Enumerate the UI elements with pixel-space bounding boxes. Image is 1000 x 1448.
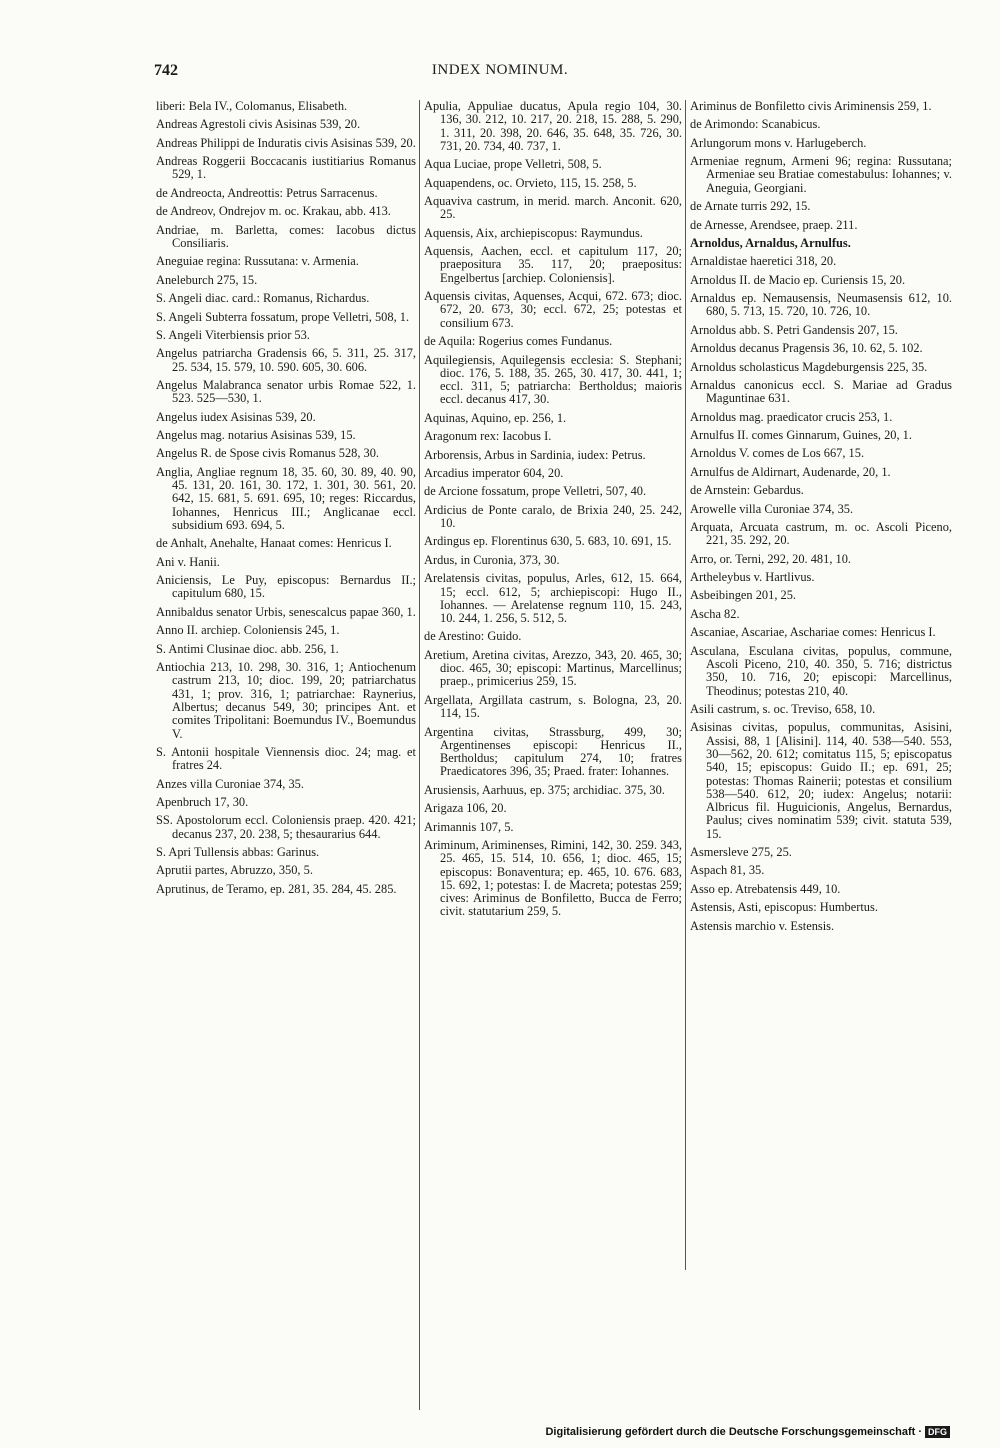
index-entry: Arnoldus II. de Macio ep. Curiensis 15, 20.: [690, 272, 906, 287]
index-entry: Asmersleve 275, 25.: [690, 845, 792, 860]
index-entry: Arro, or. Terni, 292, 20. 481, 10.: [690, 551, 851, 566]
index-entry: Andreas Philippi de Induratis civis Asisinas 539, 20.: [156, 135, 416, 150]
index-entry: de Aquila: Rogerius comes Fundanus.: [424, 334, 613, 349]
index-entry: Aneguiae regina: Russutana: v. Armenia.: [156, 254, 359, 269]
index-entry: Artheleybus v. Hartlivus.: [690, 570, 815, 585]
index-entry: Apenbruch 17, 30.: [156, 795, 249, 809]
index-entry: Angelus Malabranca senator urbis Romae 522, 1. 523. 525—530, 1.: [156, 377, 416, 406]
index-entry: Arborensis, Arbus in Sardinia, iudex: Petrus.: [424, 447, 646, 462]
index-entry: Anno II. archiep. Coloniensis 245, 1.: [156, 623, 340, 638]
index-entry: Aprutinus, de Teramo, ep. 281, 35. 284, 45. 285.: [156, 881, 397, 896]
index-entry: Apulia, Appuliae ducatus, Apula regio 104, 30. 136, 30. 212, 10. 217, 20. 218, 15. 288, 5. 290, 1. 311, 20. 398, 20. 646, 35. 648, 35. 726, 30. 731, 20. 734, 40. 737, 1.: [424, 99, 682, 153]
index-entry: Arnoldus, Arnaldus, Arnulfus.: [690, 235, 851, 250]
index-entry: Asbeibingen 201, 25.: [690, 588, 796, 603]
index-entry: Aquapendens, oc. Orvieto, 115, 15. 258, 5.: [424, 175, 637, 190]
index-entry: Aquinas, Aquino, ep. 256, 1.: [424, 410, 567, 425]
index-entry: de Arnesse, Arendsee, praep. 211.: [690, 217, 858, 232]
index-entry: Aquensis civitas, Aquenses, Acqui, 672. 673; dioc. 672, 20. 673, 30; eccl. 672, 25; potestas et consilium 673.: [424, 289, 682, 330]
index-entry: de Arcione fossatum, prope Velletri, 507, 40.: [424, 484, 647, 499]
index-column-2: [424, 100, 682, 924]
index-entry: Antiochia 213, 10. 298, 30. 316, 1; Antiochenum castrum 213, 10; dioc. 199, 20; patriarchatus 431, 1; prov. 316, 1; patriarchae: Raynerius, Albertus; decanus 549, 30; principes Ant. et comites Tripolitani: Boemundus IV., Boemundus V.: [156, 660, 416, 741]
index-entry: Ascha 82.: [690, 606, 740, 621]
index-entry: liberi: Bela IV., Colomanus, Elisabeth.: [156, 99, 348, 113]
index-entry: Astensis, Asti, episcopus: Humbertus.: [690, 900, 878, 915]
index-entry: Anglia, Angliae regnum 18, 35. 60, 30. 89, 40. 90, 45. 131, 20. 161, 30. 172, 1. 301, 30. 561, 20. 642, 15. 681, 5. 691. 695, 10; reges: Riccardus, Iohannes, Henricus III.; Anglicanae eccl. subsidium 693. 694, 5.: [156, 464, 416, 533]
index-entry: Argellata, Argillata castrum, s. Bologna, 23, 20. 114, 15.: [424, 692, 682, 721]
index-entry: Aquensis, Aachen, eccl. et capitulum 117, 20; praepositura 35. 117, 20; praepositus: Engelbertus [archiep. Coloniensis].: [424, 244, 682, 285]
index-entry: Argentina civitas, Strassburg, 499, 30; Argentinenses episcopi: Henricus II., Bertholdus; capitulum 274, 10; fratres Praedicatores 396, 35; Praed. frater: Iohannes.: [424, 724, 682, 779]
index-entry: Aquilegiensis, Aquilegensis ecclesia: S. Stephani; dioc. 176, 5. 188, 35. 265, 30. 417, 30. 441, 1; eccl. 311, 5; patriarcha: Bertholdus; maioris eccl. decanus 417, 30.: [424, 352, 682, 407]
index-entry: Arnulfus de Aldirnart, Audenarde, 20, 1.: [690, 464, 891, 479]
index-entry: Aprutii partes, Abruzzo, 350, 5.: [156, 863, 313, 878]
dfg-logo: DFG: [925, 1426, 950, 1438]
index-entry: Angelus mag. notarius Asisinas 539, 15.: [156, 428, 356, 443]
index-entry: Andreas Roggerii Boccacanis iustitiarius Romanus 529, 1.: [156, 154, 416, 182]
index-entry: Astensis marchio v. Estensis.: [690, 918, 835, 933]
index-entry: SS. Apostolorum eccl. Coloniensis praep. 420. 421; decanus 237, 20. 238, 5; thesaurarius 644.: [156, 813, 416, 841]
index-entry: Arnulfus II. comes Ginnarum, Guines, 20, 1.: [690, 428, 912, 443]
index-entry: Arquata, Arcuata castrum, m. oc. Ascoli Piceno, 221, 35. 292, 20.: [690, 520, 952, 548]
index-column-3: [690, 100, 952, 938]
index-entry: Annibaldus senator Urbis, senescalcus papae 360, 1.: [156, 604, 416, 619]
index-entry: Arnoldus V. comes de Los 667, 15.: [690, 446, 865, 461]
index-entry: Angelus patriarcha Gradensis 66, 5. 311, 25. 317, 25. 534, 15. 579, 10. 590. 605, 30. 606.: [156, 346, 416, 374]
index-entry: Aretium, Aretina civitas, Arezzo, 343, 20. 465, 30; dioc. 465, 30; episcopi: Martinus, Marcellinus; praep., primicerius 259, 15.: [424, 647, 682, 689]
index-entry: Angelus R. de Spose civis Romanus 528, 30.: [156, 446, 380, 461]
index-entry: Arnoldus mag. praedicator crucis 253, 1.: [690, 409, 893, 424]
index-entry: de Andreocta, Andreottis: Petrus Sarracenus.: [156, 185, 378, 200]
index-entry: Arowelle villa Curoniae 374, 35.: [690, 501, 854, 516]
index-entry: Arcadius imperator 604, 20.: [424, 465, 564, 480]
index-entry: Ariminus de Bonfiletto civis Ariminensis 259, 1.: [690, 99, 932, 113]
index-entry: S. Apri Tullensis abbas: Garinus.: [156, 845, 320, 860]
index-entry: Ardicius de Ponte caralo, de Brixia 240, 25. 242, 10.: [424, 502, 682, 531]
index-entry: Arnaldus canonicus eccl. S. Mariae ad Gradus Maguntinae 631.: [690, 377, 952, 406]
index-entry: de Anhalt, Anehalte, Hanaat comes: Henricus I.: [156, 536, 392, 551]
index-entry: de Andreov, Ondrejov m. oc. Krakau, abb. 413.: [156, 204, 391, 219]
index-entry: Arelatensis civitas, populus, Arles, 612, 15. 664, 15; eccl. 612, 5; archiepiscopi: Hugo II., Iohannes. — Arelatense regnum 110, 15. 243, 10. 244, 1. 256, 5. 512, 5.: [424, 571, 682, 626]
index-entry: Arigaza 106, 20.: [424, 801, 507, 816]
index-entry: Arnoldus abb. S. Petri Gandensis 207, 15.: [690, 322, 898, 337]
index-entry: S. Angeli Subterra fossatum, prope Velletri, 508, 1.: [156, 309, 410, 324]
index-entry: Aquensis, Aix, archiepiscopus: Raymundus.: [424, 225, 643, 240]
index-entry: Aniciensis, Le Puy, episcopus: Bernardus II.; capitulum 680, 15.: [156, 573, 416, 601]
digitization-footer: [545, 1426, 950, 1438]
column-divider-2: [685, 100, 686, 1270]
page-title: INDEX NOMINUM.: [431, 62, 569, 78]
index-entry: Arnoldus scholasticus Magdeburgensis 225, 35.: [690, 359, 928, 374]
index-column-1: [156, 100, 416, 901]
index-entry: Asculana, Esculana civitas, populus, commune, Ascoli Piceno, 210, 40. 350, 5. 716; districtus 350, 10. 716, 20; episcopi: Marcellinus, Theodinus; potestas 210, 40.: [690, 643, 952, 698]
index-entry: de Arimondo: Scanabicus.: [690, 117, 821, 132]
index-entry: Arusiensis, Aarhuus, ep. 375; archidiac. 375, 30.: [424, 782, 665, 797]
index-entry: Aspach 81, 35.: [690, 863, 765, 878]
index-entry: Aneleburch 275, 15.: [156, 272, 258, 287]
index-entry: Ani v. Hanii.: [156, 554, 220, 569]
index-entry: Aragonum rex: Iacobus I.: [424, 429, 552, 444]
page-number: 742: [154, 62, 178, 79]
index-entry: Arnaldus ep. Nemausensis, Neumasensis 612, 10. 680, 5. 713, 15. 720, 10. 726, 10.: [690, 291, 952, 319]
column-divider-1: [419, 100, 420, 1410]
index-entry: Arimannis 107, 5.: [424, 819, 514, 834]
index-entry: Asso ep. Atrebatensis 449, 10.: [690, 881, 841, 896]
index-entry: S. Antimi Clusinae dioc. abb. 256, 1.: [156, 641, 339, 656]
index-entry: Arnaldistae haeretici 318, 20.: [690, 254, 837, 269]
index-entry: Andreas Agrestoli civis Asisinas 539, 20.: [156, 117, 361, 132]
index-entry: S. Antonii hospitale Viennensis dioc. 24; mag. et fratres 24.: [156, 744, 416, 773]
index-entry: Arnoldus decanus Pragensis 36, 10. 62, 5. 102.: [690, 341, 923, 356]
footer-text: Digitalisierung gefördert durch die Deutsche Forschungsgemeinschaft ·: [545, 1426, 922, 1438]
index-entry: Ariminum, Ariminenses, Rimini, 142, 30. 259. 343, 25. 465, 15. 514, 10. 656, 1; dioc. 465, 15; episcopus: Bonaventura; ep. 465, 10. 676. 683, 15. 692, 1; potestas: I. de Macreta; potestas 259; cives: Ariminus de Bonfiletto, Bucca de Ferro; civit. statutarium 259, 5.: [424, 838, 682, 919]
index-entry: de Arestino: Guido.: [424, 629, 522, 644]
index-entry: Anzes villa Curoniae 374, 35.: [156, 776, 304, 791]
index-entry: S. Angeli diac. card.: Romanus, Richardus.: [156, 291, 370, 306]
index-entry: Andriae, m. Barletta, comes: Iacobus dictus Consiliaris.: [156, 222, 416, 250]
index-entry: Ardus, in Curonia, 373, 30.: [424, 552, 560, 567]
index-entry: de Arnstein: Gebardus.: [690, 483, 804, 498]
index-entry: Asili castrum, s. oc. Treviso, 658, 10.: [690, 701, 876, 716]
index-entry: Angelus iudex Asisinas 539, 20.: [156, 409, 316, 424]
index-entry: Arlungorum mons v. Harlugeberch.: [690, 135, 867, 150]
index-entry: S. Angeli Viterbiensis prior 53.: [156, 327, 310, 342]
index-entry: Ascaniae, Ascariae, Aschariae comes: Henricus I.: [690, 625, 936, 640]
index-entry: Aquaviva castrum, in merid. march. Anconit. 620, 25.: [424, 194, 682, 222]
index-entry: Asisinas civitas, populus, communitas, Asisini, Assisi, 88, 1 [Alisini]. 114, 40. 538—540. 553, 30—562, 20. 612; comitatus 115, 5; episcopatus 540, 15; episcopus: Guido II.; ep. 691, 25; potestas: Thomas Rainerii; potestas et consilium 538—540. 612, 20; iudex: Angelus; notarii: Albricus fil. Huguicionis, Angelus, Bernardus, Paulus; cives nominatim 539; civit. statuta 539, 15.: [690, 720, 952, 841]
index-entry: Armeniae regnum, Armeni 96; regina: Russutana; Armeniae seu Bratiae comestabulus: Iohannes; v. Aneguia, Georgiani.: [690, 154, 952, 195]
index-entry: Aqua Luciae, prope Velletri, 508, 5.: [424, 157, 602, 172]
index-entry: de Arnate turris 292, 15.: [690, 199, 811, 214]
index-entry: Ardingus ep. Florentinus 630, 5. 683, 10. 691, 15.: [424, 534, 672, 549]
